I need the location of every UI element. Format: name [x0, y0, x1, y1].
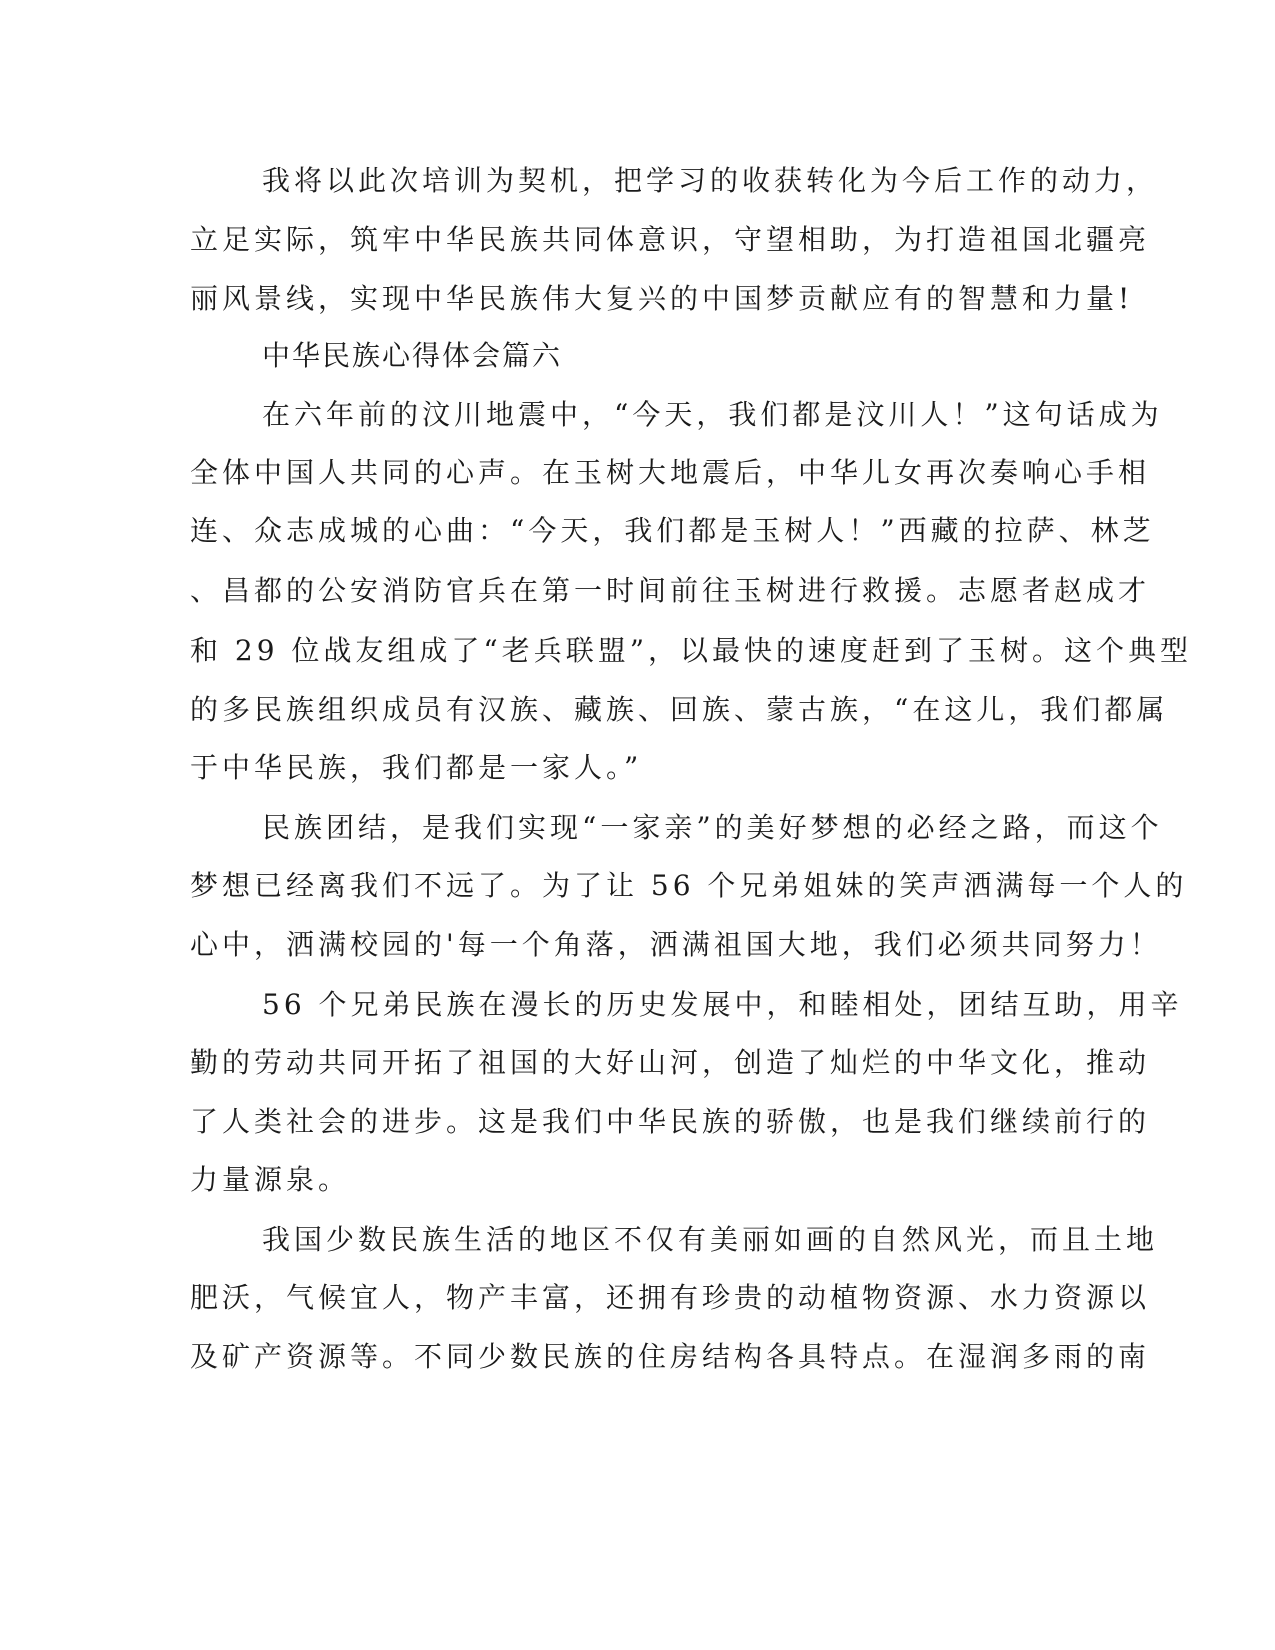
- paragraph-line: 立足实际，筑牢中华民族共同体意识，守望相助，为打造祖国北疆亮: [190, 223, 1151, 256]
- paragraph-line: 我将以此次培训为契机，把学习的收获转化为今后工作的动力，: [262, 164, 1159, 197]
- paragraph-line: 力量源泉。: [190, 1163, 351, 1196]
- paragraph-line: 的多民族组织成员有汉族、藏族、回族、蒙古族，“在这儿，我们都属: [190, 693, 1169, 726]
- section-heading: 中华民族心得体会篇六: [262, 339, 563, 372]
- paragraph-line: 梦想已经离我们不远了。为了让 56 个兄弟姐妹的笑声洒满每一个人的: [190, 869, 1188, 902]
- paragraph-line: 丽风景线，实现中华民族伟大复兴的中国梦贡献应有的智慧和力量!: [190, 282, 1134, 315]
- paragraph-line: 了人类社会的进步。这是我们中华民族的骄傲，也是我们继续前行的: [190, 1105, 1151, 1138]
- paragraph-line: 在六年前的汶川地震中，“今天，我们都是汶川人！”这句话成为: [262, 398, 1163, 431]
- paragraph-line: 勤的劳动共同开拓了祖国的大好山河，创造了灿烂的中华文化，推动: [190, 1046, 1151, 1079]
- paragraph-line: 于中华民族，我们都是一家人。”: [190, 751, 643, 784]
- paragraph-line: 心中，洒满校园的'每一个角落，洒满祖国大地，我们必须共同努力！: [190, 928, 1162, 961]
- paragraph-line: 及矿产资源等。不同少数民族的住房结构各具特点。在湿润多雨的南: [190, 1340, 1151, 1373]
- paragraph-line: 、昌都的公安消防官兵在第一时间前往玉树进行救援。志愿者赵成才: [190, 574, 1151, 607]
- paragraph-line: 和 29 位战友组成了“老兵联盟”，以最快的速度赶到了玉树。这个典型: [190, 634, 1193, 667]
- paragraph-line: 民族团结，是我们实现“一家亲”的美好梦想的必经之路，而这个: [262, 811, 1163, 844]
- paragraph-line: 连、众志成城的心曲：“今天，我们都是玉树人！”西藏的拉萨、林芝: [190, 514, 1155, 547]
- paragraph-line: 我国少数民族生活的地区不仅有美丽如画的自然风光，而且土地: [262, 1223, 1159, 1256]
- paragraph-line: 56 个兄弟民族在漫长的历史发展中，和睦相处，团结互助，用辛: [262, 988, 1183, 1021]
- paragraph-line: 肥沃，气候宜人，物产丰富，还拥有珍贵的动植物资源、水力资源以: [190, 1281, 1151, 1314]
- paragraph-line: 全体中国人共同的心声。在玉树大地震后，中华儿女再次奏响心手相: [190, 456, 1151, 489]
